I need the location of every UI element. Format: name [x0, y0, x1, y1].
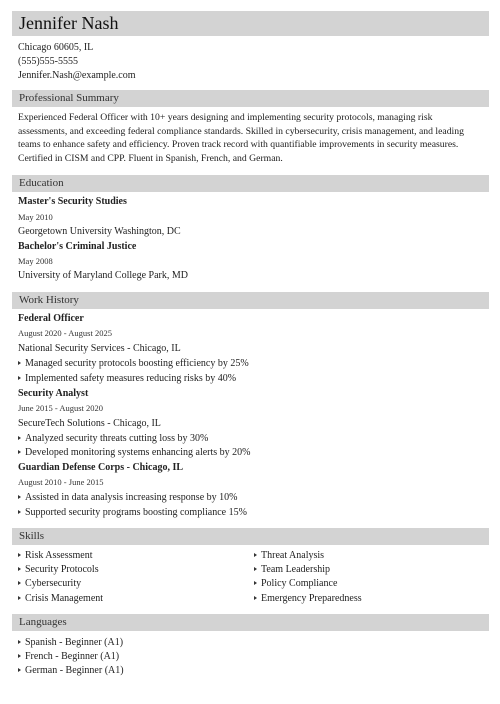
contact-email: Jennifer.Nash@example.com [18, 70, 136, 81]
skill-item: Security Protocols [18, 563, 99, 576]
job-bullet: Developed monitoring systems enhancing alerts by 20% [18, 446, 251, 459]
work-section-header [12, 292, 489, 309]
skill-item: Crisis Management [18, 592, 103, 605]
contact-location: Chicago 60605, IL [18, 42, 94, 53]
education-title: Education [19, 177, 64, 189]
summary-title: Professional Summary [19, 92, 119, 104]
job-bullet: Implemented safety measures reducing risks by 40% [18, 372, 236, 385]
skill-item: Cybersecurity [18, 577, 81, 590]
job-bullet: Supported security programs boosting compliance 15% [18, 506, 247, 519]
skills-section-header [12, 528, 489, 545]
job-bullet: Assisted in data analysis increasing response by 10% [18, 491, 237, 504]
name-header [12, 11, 489, 36]
skill-item: Team Leadership [254, 563, 330, 576]
language-item: French - Beginner (A1) [18, 650, 119, 663]
candidate-name: Jennifer Nash [19, 13, 119, 33]
skills-title: Skills [19, 530, 45, 542]
education-degree: Master's Security Studies [18, 196, 127, 207]
skill-item: Risk Assessment [18, 549, 93, 562]
job-bullet: Analyzed security threats cutting loss by 30% [18, 432, 208, 445]
job-dates: August 2020 - August 2025 [18, 328, 112, 338]
job-title: Guardian Defense Corps - Chicago, IL [18, 462, 184, 473]
summary-text: Experienced Federal Officer with 10+ years designing and implementing security protocols, managing risk assessments, and exceeding federal compliance standards. Skilled in cybersecurity, crisis management, and leading teams to enhance safety and efficiency. Proven track record with quantifiable improvements in security measures. Certified in CISM and CPP. Fluent in Spanish, French, and German. [18, 112, 464, 164]
job-company: SecureTech Solutions - Chicago, IL [18, 418, 161, 429]
education-school: Georgetown University Washington, DC [18, 226, 181, 237]
work-title: Work History [19, 294, 79, 306]
languages-section-header [12, 614, 489, 631]
education-date: May 2010 [18, 212, 53, 222]
summary-section-header [12, 90, 489, 107]
job-title: Security Analyst [18, 388, 89, 399]
job-bullet: Managed security protocols boosting efficiency by 25% [18, 357, 249, 370]
education-school: University of Maryland College Park, MD [18, 270, 188, 281]
education-degree: Bachelor's Criminal Justice [18, 241, 137, 252]
job-dates: June 2015 - August 2020 [18, 403, 103, 413]
skill-item: Threat Analysis [254, 549, 324, 562]
education-section-header [12, 175, 489, 192]
contact-phone: (555)555-5555 [18, 56, 78, 67]
skill-item: Policy Compliance [254, 577, 337, 590]
job-company: National Security Services - Chicago, IL [18, 343, 181, 354]
languages-title: Languages [19, 616, 67, 628]
skill-item: Emergency Preparedness [254, 592, 362, 605]
education-date: May 2008 [18, 256, 53, 266]
job-dates: August 2010 - June 2015 [18, 477, 104, 487]
language-item: Spanish - Beginner (A1) [18, 636, 123, 649]
job-title: Federal Officer [18, 313, 84, 324]
language-item: German - Beginner (A1) [18, 664, 124, 677]
